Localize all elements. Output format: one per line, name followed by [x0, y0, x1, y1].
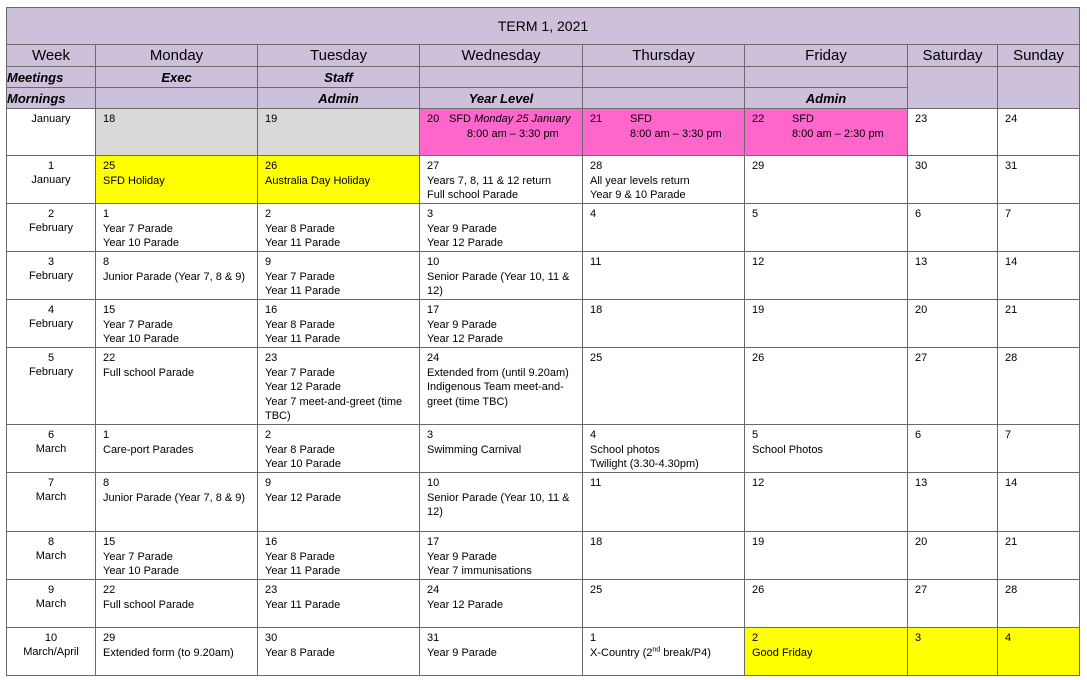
- day-number: 24: [1005, 113, 1018, 125]
- week-row: [7, 109, 1080, 156]
- meetings-thursday: [583, 67, 745, 88]
- event-line: Years 7, 8, 11 & 12 return: [427, 174, 552, 187]
- event-line: Year 10 Parade: [103, 565, 180, 578]
- day-number: 1: [590, 631, 597, 644]
- day-number: 23: [265, 352, 278, 364]
- day-number: 3: [427, 428, 434, 441]
- day-cell-monday: [96, 531, 258, 579]
- week-number: 2: [47, 208, 55, 220]
- day-cell-sunday: [998, 156, 1080, 204]
- day-number: 14: [1005, 256, 1018, 268]
- day-cell-sunday: [998, 424, 1080, 472]
- day-cell-friday: [745, 109, 908, 156]
- day-number: 28: [1005, 352, 1018, 364]
- event-line: Year 11 Parade: [265, 565, 341, 578]
- day-cell-thursday: [583, 109, 745, 156]
- day-number: 15: [103, 304, 116, 316]
- day-number: 12: [752, 256, 765, 268]
- day-cell-saturday: [908, 109, 998, 156]
- day-cell-tuesday: [258, 424, 420, 472]
- week-number: 7: [47, 476, 55, 489]
- day-cell-monday: [96, 424, 258, 472]
- event-line: Senior Parade (Year 10, 11 & 12): [427, 270, 570, 298]
- day-number: 31: [1005, 160, 1018, 172]
- day-cell-friday: [745, 531, 908, 579]
- day-number: 12: [752, 476, 765, 489]
- weekend-meta-sunday: [998, 67, 1080, 109]
- week-month: March: [35, 549, 67, 562]
- day-number: 1: [103, 208, 110, 220]
- day-cell-saturday: [908, 156, 998, 204]
- event-line: Full school Parade: [103, 598, 195, 611]
- header-wednesday: Wednesday: [420, 45, 583, 67]
- day-number: 31: [427, 631, 440, 644]
- day-number: 29: [752, 160, 765, 172]
- day-number: 23: [915, 113, 928, 125]
- day-cell-wednesday: [420, 109, 583, 156]
- day-cell-thursday: [583, 348, 745, 425]
- week-row: [7, 300, 1080, 348]
- week-number: 3: [47, 256, 55, 268]
- day-number: 19: [752, 304, 765, 316]
- event-line: School photos: [590, 443, 660, 456]
- day-number: 30: [265, 631, 278, 644]
- day-cell-friday: [745, 204, 908, 252]
- day-cell-tuesday: [258, 627, 420, 675]
- day-number: 2: [265, 428, 272, 441]
- day-number: 3: [915, 631, 922, 644]
- mornings-label: Mornings: [7, 88, 96, 109]
- week-row: [7, 156, 1080, 204]
- event-line: Year 8 Parade: [265, 222, 335, 235]
- day-number: 9: [265, 256, 272, 268]
- day-number: 28: [590, 160, 603, 172]
- day-cell-friday: [745, 348, 908, 425]
- event-line: Year 8 Parade: [265, 318, 335, 331]
- day-number: 4: [590, 428, 597, 441]
- sfd-details: [774, 112, 901, 141]
- day-number: 7: [1005, 208, 1012, 220]
- day-number: 18: [590, 304, 603, 316]
- day-cell-thursday: [583, 424, 745, 472]
- event-line: Year 9 & 10 Parade: [590, 189, 686, 202]
- day-cell-monday: [96, 472, 258, 531]
- term-calendar-table: [6, 7, 1080, 676]
- event-line: Year 7 Parade: [265, 270, 335, 283]
- day-number: 23: [265, 583, 278, 596]
- day-cell-friday: [745, 627, 908, 675]
- day-number: 5: [752, 208, 759, 220]
- day-cell-tuesday: [258, 252, 420, 300]
- day-cell-wednesday: [420, 579, 583, 627]
- week-number: 6: [47, 428, 55, 441]
- week-cell: [7, 348, 96, 425]
- event-line: Year 7 Parade: [103, 318, 173, 331]
- event-line: Full school Parade: [103, 366, 195, 379]
- day-cell-saturday: [908, 300, 998, 348]
- week-row: [7, 252, 1080, 300]
- day-cell-sunday: [998, 579, 1080, 627]
- day-cell-tuesday: [258, 300, 420, 348]
- day-cell-monday: [96, 300, 258, 348]
- day-number: 11: [590, 256, 602, 268]
- week-number: 8: [47, 535, 55, 548]
- day-number: 19: [265, 113, 278, 125]
- day-cell-friday: [745, 300, 908, 348]
- event-line: Extended from (until 9.20am): [427, 366, 569, 379]
- day-number: 10: [427, 256, 440, 268]
- day-number: 25: [590, 352, 603, 364]
- day-number: 22: [103, 583, 116, 596]
- day-number: 21: [590, 113, 603, 125]
- event-line: Year 11 Parade: [265, 237, 341, 250]
- day-number: 24: [427, 583, 440, 596]
- day-cell-thursday: [583, 579, 745, 627]
- event-line: Year 11 Parade: [265, 598, 341, 611]
- event-line: Year 11 Parade: [265, 333, 341, 346]
- day-cell-thursday: [583, 300, 745, 348]
- sfd-details: [612, 112, 738, 141]
- week-month: March: [35, 490, 67, 503]
- day-cell-thursday: [583, 204, 745, 252]
- event-line: Year 8 Parade: [265, 646, 335, 659]
- day-cell-saturday: [908, 424, 998, 472]
- event-line: Year 12 Parade: [427, 333, 504, 346]
- event-line: Year 9 Parade: [427, 646, 497, 659]
- day-number: 20: [915, 304, 928, 316]
- calendar-title: TERM 1, 2021: [7, 8, 1080, 45]
- event-line: Year 10 Parade: [103, 237, 180, 250]
- week-row: [7, 472, 1080, 531]
- event-line: Year 7 meet-and-greet (time TBC): [265, 395, 403, 423]
- day-number: 17: [427, 304, 440, 316]
- day-cell-monday: [96, 348, 258, 425]
- day-cell-tuesday: [258, 348, 420, 425]
- day-cell-wednesday: [420, 204, 583, 252]
- week-number: 1: [47, 160, 55, 172]
- meetings-friday: [745, 67, 908, 88]
- day-number: 6: [915, 208, 922, 220]
- weekday-header-row: [7, 45, 1080, 67]
- day-cell-monday: [96, 109, 258, 156]
- week-cell: [7, 627, 96, 675]
- day-cell-wednesday: [420, 627, 583, 675]
- event-line: Year 12 Parade: [265, 381, 342, 394]
- week-number: 10: [44, 631, 58, 644]
- event-line: Full school Parade: [427, 189, 519, 202]
- day-number: 10: [427, 476, 440, 489]
- day-number: 25: [103, 160, 116, 172]
- day-number: 1: [103, 428, 110, 441]
- day-number: 13: [915, 476, 928, 489]
- day-cell-friday: [745, 472, 908, 531]
- day-cell-saturday: [908, 204, 998, 252]
- day-cell-saturday: [908, 472, 998, 531]
- day-cell-tuesday: [258, 204, 420, 252]
- day-cell-wednesday: [420, 300, 583, 348]
- meetings-tuesday: Staff: [258, 67, 420, 88]
- day-number: 30: [915, 160, 928, 172]
- day-number: 13: [915, 256, 928, 268]
- sfd-time: 8:00 am – 3:30 pm: [630, 127, 722, 140]
- event-line: Year 12 Parade: [265, 491, 342, 504]
- week-row: [7, 627, 1080, 675]
- week-number: 5: [47, 352, 55, 364]
- week-cell: [7, 156, 96, 204]
- day-number: 11: [590, 476, 602, 489]
- day-cell-tuesday: [258, 531, 420, 579]
- day-number: 21: [1005, 304, 1018, 316]
- day-cell-thursday: [583, 472, 745, 531]
- event-line: Swimming Carnival: [427, 443, 522, 456]
- day-number: 4: [1005, 631, 1012, 644]
- header-week: Week: [7, 45, 96, 67]
- mornings-thursday: [583, 88, 745, 109]
- sfd-label: SFD: [630, 113, 652, 125]
- day-cell-thursday: [583, 252, 745, 300]
- event-line: Care-port Parades: [103, 443, 194, 456]
- day-cell-friday: [745, 252, 908, 300]
- day-number: 22: [752, 113, 765, 125]
- day-cell-wednesday: [420, 156, 583, 204]
- day-number: 6: [915, 428, 922, 441]
- day-cell-tuesday: [258, 472, 420, 531]
- week-month: February: [28, 318, 74, 330]
- day-cell-sunday: [998, 109, 1080, 156]
- sfd-time: 8:00 am – 3:30 pm: [467, 127, 559, 140]
- day-number: 26: [752, 352, 765, 364]
- event-line: Year 8 Parade: [265, 550, 335, 563]
- event-line: All year levels return: [590, 174, 690, 187]
- day-cell-monday: [96, 627, 258, 675]
- day-number: 22: [103, 352, 116, 364]
- header-tuesday: Tuesday: [258, 45, 420, 67]
- week-row: [7, 531, 1080, 579]
- event-line: Twilight (3.30-4.30pm): [590, 458, 699, 471]
- day-number: 20: [915, 535, 928, 548]
- event-line: SFD Holiday: [103, 174, 165, 187]
- day-cell-saturday: [908, 627, 998, 675]
- event-line: Senior Parade (Year 10, 11 & 12): [427, 491, 570, 519]
- day-cell-sunday: [998, 348, 1080, 425]
- day-number: 26: [265, 160, 278, 172]
- day-cell-friday: [745, 424, 908, 472]
- week-cell: [7, 472, 96, 531]
- sfd-block: [590, 112, 738, 141]
- day-cell-sunday: [998, 252, 1080, 300]
- day-cell-sunday: [998, 627, 1080, 675]
- day-cell-saturday: [908, 531, 998, 579]
- event-line: Year 7 Parade: [265, 366, 335, 379]
- week-row: [7, 424, 1080, 472]
- event-line: X-Country (2nd break/P4): [590, 645, 711, 659]
- day-number: 8: [103, 256, 110, 268]
- header-monday: Monday: [96, 45, 258, 67]
- week-month: January: [31, 174, 71, 186]
- header-thursday: Thursday: [583, 45, 745, 67]
- week-month: March/April: [23, 645, 79, 658]
- meetings-monday: Exec: [96, 67, 258, 88]
- header-saturday: Saturday: [908, 45, 998, 67]
- day-cell-wednesday: [420, 348, 583, 425]
- day-number: 28: [1005, 583, 1018, 596]
- event-line: Year 9 Parade: [427, 318, 497, 331]
- mornings-tuesday: Admin: [258, 88, 420, 109]
- header-friday: Friday: [745, 45, 908, 67]
- day-number: 20: [427, 113, 440, 125]
- day-number: 16: [265, 304, 278, 316]
- day-number: 24: [427, 352, 440, 364]
- day-cell-thursday: [583, 531, 745, 579]
- week-cell: [7, 579, 96, 627]
- day-number: 18: [590, 535, 603, 548]
- day-number: 14: [1005, 476, 1018, 489]
- day-cell-saturday: [908, 348, 998, 425]
- day-cell-wednesday: [420, 531, 583, 579]
- event-line: Year 10 Parade: [103, 333, 180, 346]
- week-month: February: [28, 366, 74, 378]
- event-line: Extended form (to 9.20am): [103, 646, 234, 659]
- event-line: Good Friday: [752, 646, 813, 659]
- day-number: 9: [265, 476, 272, 489]
- sfd-block: [752, 112, 901, 141]
- meetings-label: Meetings: [7, 67, 96, 88]
- week-month: February: [28, 222, 74, 234]
- day-number: 21: [1005, 535, 1018, 548]
- day-number: 2: [265, 208, 272, 220]
- week-row: [7, 579, 1080, 627]
- day-cell-monday: [96, 252, 258, 300]
- meetings-wednesday: [420, 67, 583, 88]
- day-cell-thursday: [583, 627, 745, 675]
- mornings-monday: [96, 88, 258, 109]
- day-number: 27: [915, 352, 928, 364]
- event-line: Junior Parade (Year 7, 8 & 9): [103, 491, 246, 504]
- event-line: Year 7 Parade: [103, 222, 173, 235]
- day-cell-sunday: [998, 472, 1080, 531]
- day-number: 7: [1005, 428, 1012, 441]
- day-cell-sunday: [998, 300, 1080, 348]
- day-number: 26: [752, 583, 765, 596]
- day-cell-tuesday: [258, 156, 420, 204]
- day-number: 25: [590, 583, 603, 596]
- day-cell-thursday: [583, 156, 745, 204]
- day-number: 29: [103, 631, 116, 644]
- day-cell-sunday: [998, 204, 1080, 252]
- sfd-block: [427, 112, 576, 141]
- event-line: Year 9 Parade: [427, 550, 497, 563]
- day-cell-monday: [96, 204, 258, 252]
- week-cell: [7, 300, 96, 348]
- week-month: March: [35, 597, 67, 610]
- day-number: 18: [103, 113, 116, 125]
- week-cell: [7, 204, 96, 252]
- day-cell-wednesday: [420, 252, 583, 300]
- week-row: [7, 204, 1080, 252]
- event-line: Year 8 Parade: [265, 443, 335, 456]
- weekend-meta-saturday: [908, 67, 998, 109]
- header-sunday: Sunday: [998, 45, 1080, 67]
- day-cell-friday: [745, 579, 908, 627]
- day-number: 19: [752, 535, 765, 548]
- sfd-label: SFD: [449, 113, 471, 125]
- day-number: 4: [590, 208, 597, 220]
- day-number: 8: [103, 476, 110, 489]
- day-number: 3: [427, 208, 434, 220]
- week-cell: [7, 252, 96, 300]
- day-cell-wednesday: [420, 424, 583, 472]
- event-line: Year 7 immunisations: [427, 565, 532, 578]
- day-number: 27: [427, 160, 440, 172]
- day-cell-monday: [96, 579, 258, 627]
- event-line: Year 12 Parade: [427, 598, 504, 611]
- day-cell-tuesday: [258, 579, 420, 627]
- day-cell-saturday: [908, 579, 998, 627]
- week-month: February: [28, 270, 74, 282]
- day-cell-monday: [96, 156, 258, 204]
- week-month: January: [31, 113, 71, 125]
- day-number: 5: [752, 428, 759, 441]
- day-number: 15: [103, 535, 116, 548]
- mornings-wednesday: Year Level: [420, 88, 583, 109]
- week-cell: [7, 424, 96, 472]
- event-line: Year 7 Parade: [103, 550, 173, 563]
- event-line: Indigenous Team meet-and-greet (time TBC): [427, 381, 564, 408]
- day-number: 17: [427, 535, 440, 548]
- event-line: Junior Parade (Year 7, 8 & 9): [103, 270, 246, 283]
- week-month: March: [35, 442, 67, 455]
- event-line: Year 11 Parade: [265, 285, 341, 298]
- meetings-row: [7, 67, 1080, 88]
- week-number: 9: [47, 583, 55, 596]
- event-line: Australia Day Holiday: [265, 174, 371, 187]
- day-cell-sunday: [998, 531, 1080, 579]
- day-number: 16: [265, 535, 278, 548]
- event-line: School Photos: [752, 443, 823, 456]
- week-cell: [7, 531, 96, 579]
- day-cell-tuesday: [258, 109, 420, 156]
- day-cell-friday: [745, 156, 908, 204]
- mornings-friday: Admin: [745, 88, 908, 109]
- sfd-note: Monday 25 January: [474, 113, 571, 125]
- sfd-details: [449, 112, 576, 141]
- week-cell: [7, 109, 96, 156]
- event-line: Year 10 Parade: [265, 458, 342, 471]
- event-line: Year 9 Parade: [427, 222, 497, 235]
- sfd-label: SFD: [792, 113, 814, 125]
- ordinal-suffix: nd: [652, 645, 661, 653]
- week-row: [7, 348, 1080, 425]
- day-number: 2: [752, 631, 759, 644]
- day-number: 27: [915, 583, 928, 596]
- event-line: Year 12 Parade: [427, 237, 504, 250]
- week-number: 4: [47, 304, 55, 316]
- day-cell-saturday: [908, 252, 998, 300]
- day-cell-wednesday: [420, 472, 583, 531]
- sfd-time: 8:00 am – 2:30 pm: [792, 127, 884, 140]
